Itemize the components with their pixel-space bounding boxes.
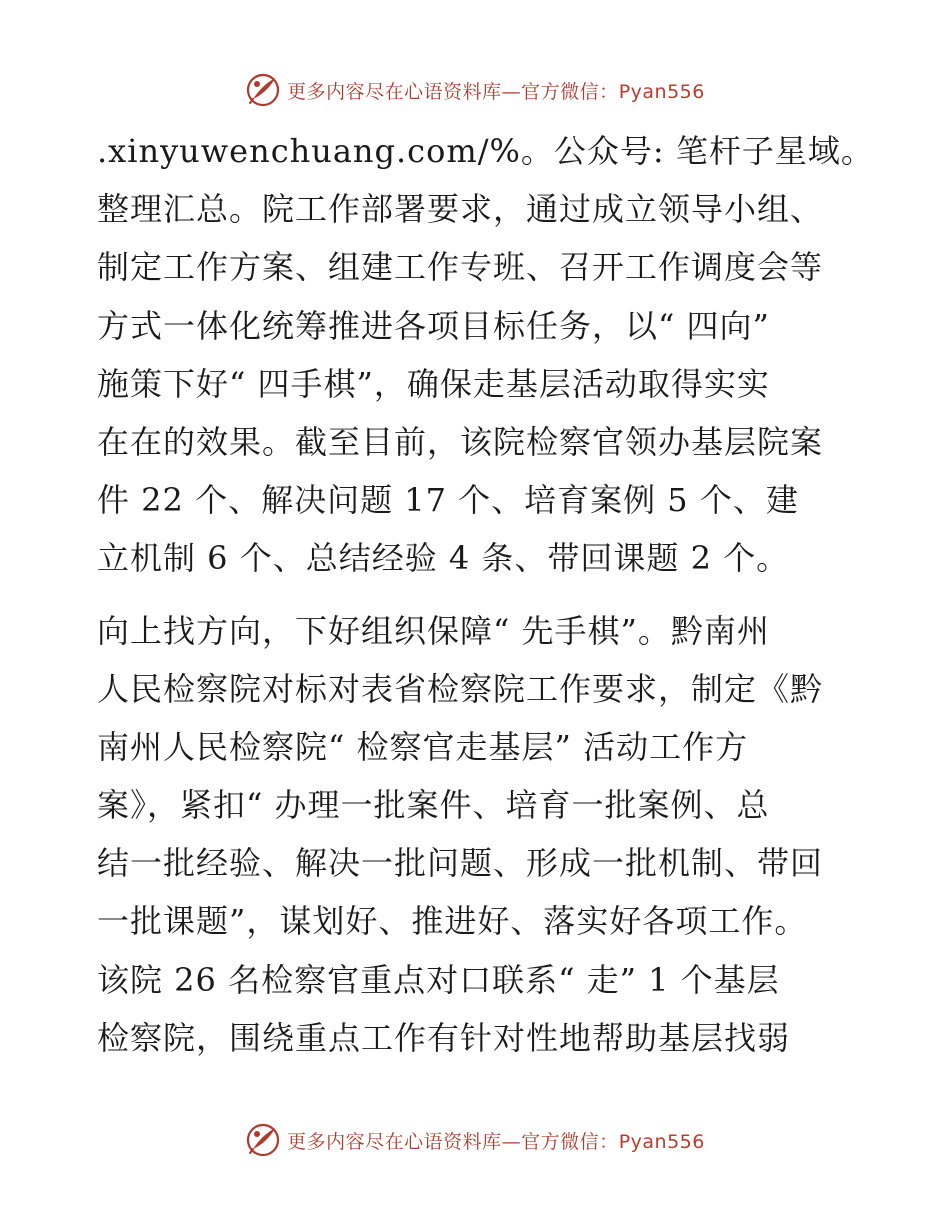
- banner-wechat-label: 官方微信：: [521, 80, 619, 103]
- text-line: 该院 26 名检察官重点对口联系“ 走” 1 个基层: [97, 960, 780, 999]
- footer-watermark-banner: [0, 1120, 950, 1160]
- paragraph-1: [97, 122, 874, 588]
- banner-wechat-id: Pyan556: [618, 1130, 705, 1153]
- banner-separator: —: [501, 80, 522, 103]
- text-line: 一批课题”，谋划好、推进好、落实好各项工作。: [97, 902, 808, 941]
- banner-text: [287, 1127, 705, 1154]
- text-line: 南州人民检察院“ 检察官走基层” 活动工作方: [97, 727, 749, 766]
- text-line: 在在的效果。截至目前，该院检察官领办基层院案: [97, 422, 824, 461]
- text-line: 施策下好“ 四手棋”，确保走基层活动取得实实: [97, 364, 770, 403]
- banner-text: [287, 77, 705, 104]
- paragraph-gap: [97, 588, 857, 602]
- text-line: 方式一体化统筹推进各项目标任务，以“ 四向”: [97, 306, 770, 345]
- text-line: 案》，紧扣“ 办理一批案件、培育一批案例、总: [97, 786, 770, 825]
- text-line: 件 22 个、解决问题 17 个、培育案例 5 个、建: [97, 481, 799, 520]
- text-line: .xinyuwenchuang.com/%。公众号: 笔杆子星域。: [97, 132, 874, 170]
- text-line: 制定工作方案、组建工作专班、召开工作调度会等: [97, 248, 824, 287]
- banner-separator: —: [501, 1130, 522, 1153]
- feather-pen-logo-icon: [245, 72, 281, 108]
- document-body: [97, 122, 874, 1067]
- banner-title: 更多内容尽在心语资料库: [287, 80, 502, 103]
- text-line: 向上找方向，下好组织保障“ 先手棋”。黔南州: [97, 611, 770, 650]
- text-line: 结一批经验、解决一批问题、形成一批机制、带回: [97, 844, 824, 883]
- text-line: 检察院，围绕重点工作有针对性地帮助基层找弱: [97, 1018, 791, 1057]
- feather-pen-logo-icon: [245, 1122, 281, 1158]
- text-line: 立机制 6 个、总结经验 4 条、带回课题 2 个。: [97, 539, 790, 578]
- banner-wechat-id: Pyan556: [618, 80, 705, 103]
- paragraph-2: [97, 602, 857, 1068]
- banner-wechat-label: 官方微信：: [521, 1130, 619, 1153]
- text-line: 整理汇总。院工作部署要求，通过成立领导小组、: [97, 190, 824, 229]
- text-line: 人民检察院对标对表省检察院工作要求，制定《黔: [97, 669, 824, 708]
- header-watermark-banner: [0, 70, 950, 110]
- banner-title: 更多内容尽在心语资料库: [287, 1130, 502, 1153]
